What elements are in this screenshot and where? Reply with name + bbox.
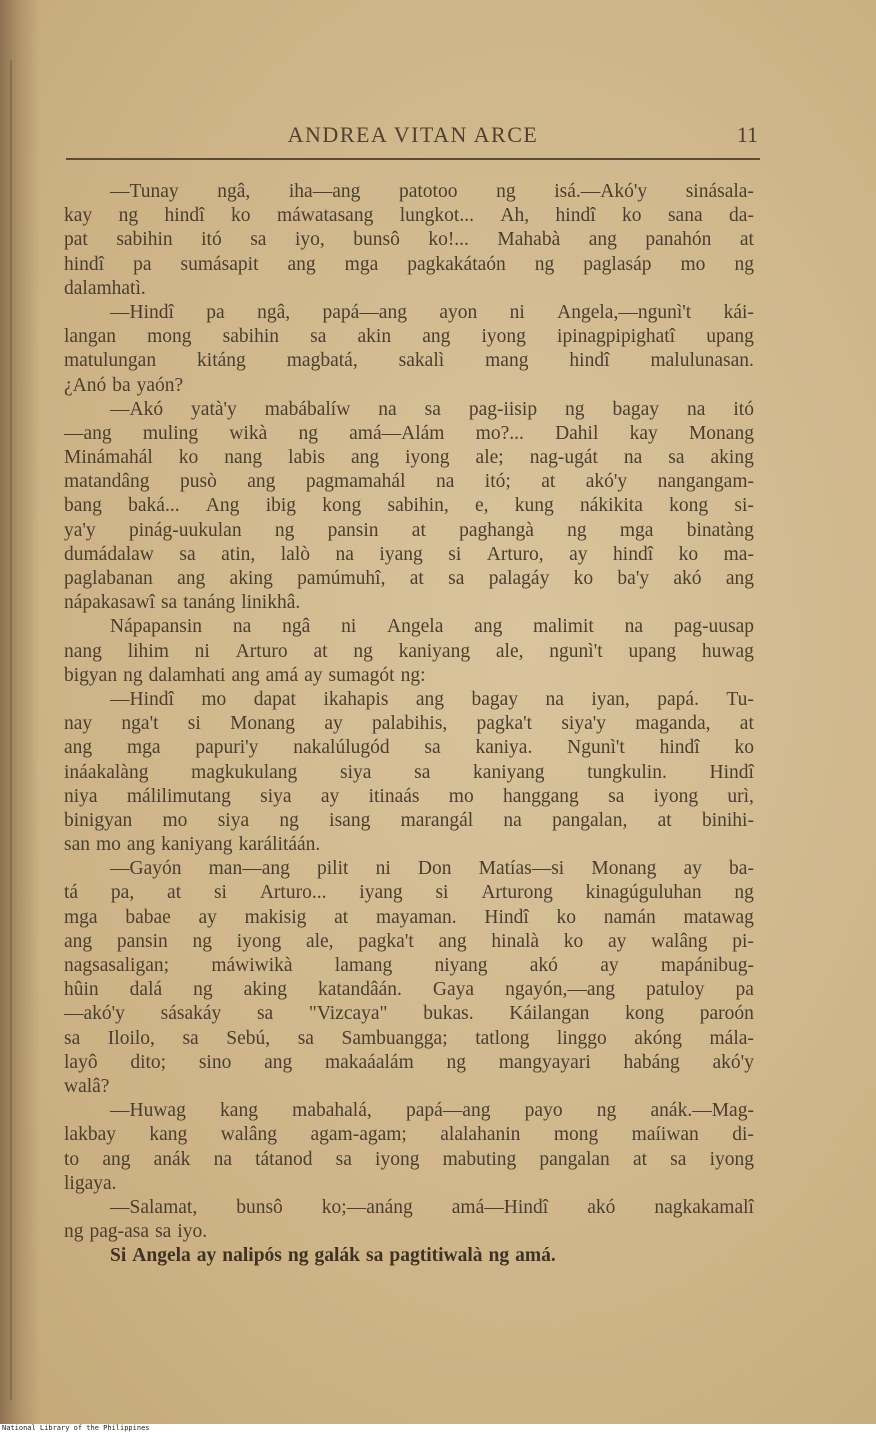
text-line: lakbay kang walâng agam-agam; alalahanin mong maíiwan di- (64, 1124, 754, 1146)
text-line: tá pa, at si Arturo... iyang si Arturong kinagúguluhan ng (64, 882, 754, 904)
text-line: paglabanan ang aking pamúmuhî, at sa palagáy ko ba'y akó ang (64, 568, 754, 589)
text-line: ¿Anó ba yaón? (64, 374, 184, 396)
text-line: —Akó yatà'y mabábalíw na sa pag-iisip ng bagay na itó (110, 398, 754, 420)
text-line: to ang anák na tátanod sa iyong mabuting pangalan at sa iyong (64, 1148, 754, 1170)
text-line: —ang muling wikà ng amá—Alám mo?... Dahil kay Monang (64, 422, 754, 444)
library-credit: National Library of the Philippines (2, 1424, 150, 1432)
text-line: —Gayón man—ang pilit ni Don Matías—si Monang ay ba- (110, 858, 754, 880)
text-line: bigyan ng dalamhati ang amá ay sumagót ng: (64, 664, 426, 686)
page-binding-edge (0, 0, 40, 1424)
text-line: nagsasaligan; máwiwikà lamang niyang akó ay mapánibug- (64, 955, 754, 976)
text-line: dalamhatì. (64, 277, 146, 299)
text-line: niya málilimutang siya ay itinaás mo hanggang sa iyong urì, (64, 785, 754, 807)
text-line: Nápapansin na ngâ ni Angela ang malimit na pag-uusap (110, 616, 754, 638)
text-line: Si Angela ay nalipós ng galák sa pagtitiwalà ng amá. (110, 1245, 556, 1267)
text-line: ng pag-asa sa iyo. (64, 1221, 208, 1243)
text-line: nápakasawî sa tanáng linikhâ. (64, 592, 301, 614)
text-line: —Tunay ngâ, iha—ang patotoo ng isá.—Akó'y sinásala- (110, 181, 754, 202)
text-line: Minámahál ko nang labis ang iyong ale; nag-ugát na sa aking (64, 447, 754, 469)
text-line: layô dito; sino ang makaáalám ng mangyayari habáng akó'y (64, 1051, 754, 1073)
text-line: —akó'y sásakáy sa "Vizcaya" bukas. Káilangan kong paroón (64, 1003, 754, 1025)
text-line: san mo ang kaniyang karálitáán. (64, 834, 321, 856)
text-line: mga babae ay makisig at mayaman. Hindî ko namán matawag (64, 906, 754, 928)
text-line: ya'y pinág-uukulan ng pansin at paghangà ng mga binatàng (64, 519, 754, 541)
text-line: nay nga't si Monang ay palabihis, pagka't siya'y maganda, at (64, 713, 754, 735)
text-line: hindî pa sumásapit ang mga pagkakátaón ng paglasáp mo ng (64, 253, 754, 275)
running-head: ANDREA VITAN ARCE (287, 122, 539, 147)
text-line: binigyan mo siya ng isang marangál na pangalan, at binihi- (64, 809, 754, 831)
text-line: pat sabihin itó sa iyo, bunsô ko!... Mahabà ang panahón at (64, 229, 754, 251)
body-text (64, 180, 754, 1268)
text-line: ligaya. (64, 1172, 117, 1194)
text-line: ináakalàng magkukulang siya sa kaniyang tungkulin. Hindî (64, 761, 754, 783)
text-line: langan mong sabihin sa akin ang iyong ipinagpipighatî upang (64, 326, 754, 348)
text-line: bang baká... Ang ibig kong sabihin, e, kung nákikita kong si- (64, 495, 754, 517)
page-number: 11 (736, 122, 758, 147)
page-header (66, 118, 760, 160)
text-line: walâ? (64, 1075, 110, 1097)
text-line: hûin dalá ng aking katandâán. Gaya ngayón,—ang patuloy pa (64, 979, 754, 1001)
text-line: matandâng pusò ang pagmamahál na itó; at akó'y nangangam- (64, 471, 754, 493)
text-line: sa Iloilo, sa Sebú, sa Sambuangga; tatlong linggo akóng mála- (64, 1027, 754, 1049)
text-line: —Hindî mo dapat ikahapis ang bagay na iyan, papá. Tu- (110, 688, 754, 710)
text-line: ang mga papuri'y nakalúlugód sa kaniya. Ngunì't hindî ko (64, 737, 754, 759)
text-line: —Salamat, bunsô ko;—anáng amá—Hindî akó nagkakamalî (110, 1196, 754, 1218)
text-line: dumádalaw sa atin, lalò na iyang si Arturo, ay hindî ko ma- (64, 543, 754, 565)
text-line: ang pansin ng iyong ale, pagka't ang hinalà ko ay walâng pi- (64, 930, 754, 952)
binding-crease (10, 60, 12, 1400)
text-line: —Hindî pa ngâ, papá—ang ayon ni Angela,—ngunì't kái- (110, 301, 754, 323)
text-line: —Huwag kang mabahalá, papá—ang payo ng anák.—Mag- (110, 1100, 754, 1122)
text-line: kay ng hindî ko máwatasang lungkot... Ah, hindî ko sana da- (64, 205, 754, 227)
text-line: matulungan kitáng magbatá, sakalì mang hindî malulunasan. (64, 350, 754, 372)
text-line: nang lihim ni Arturo at ng kaniyang ale, ngunì't upang huwag (64, 640, 754, 662)
